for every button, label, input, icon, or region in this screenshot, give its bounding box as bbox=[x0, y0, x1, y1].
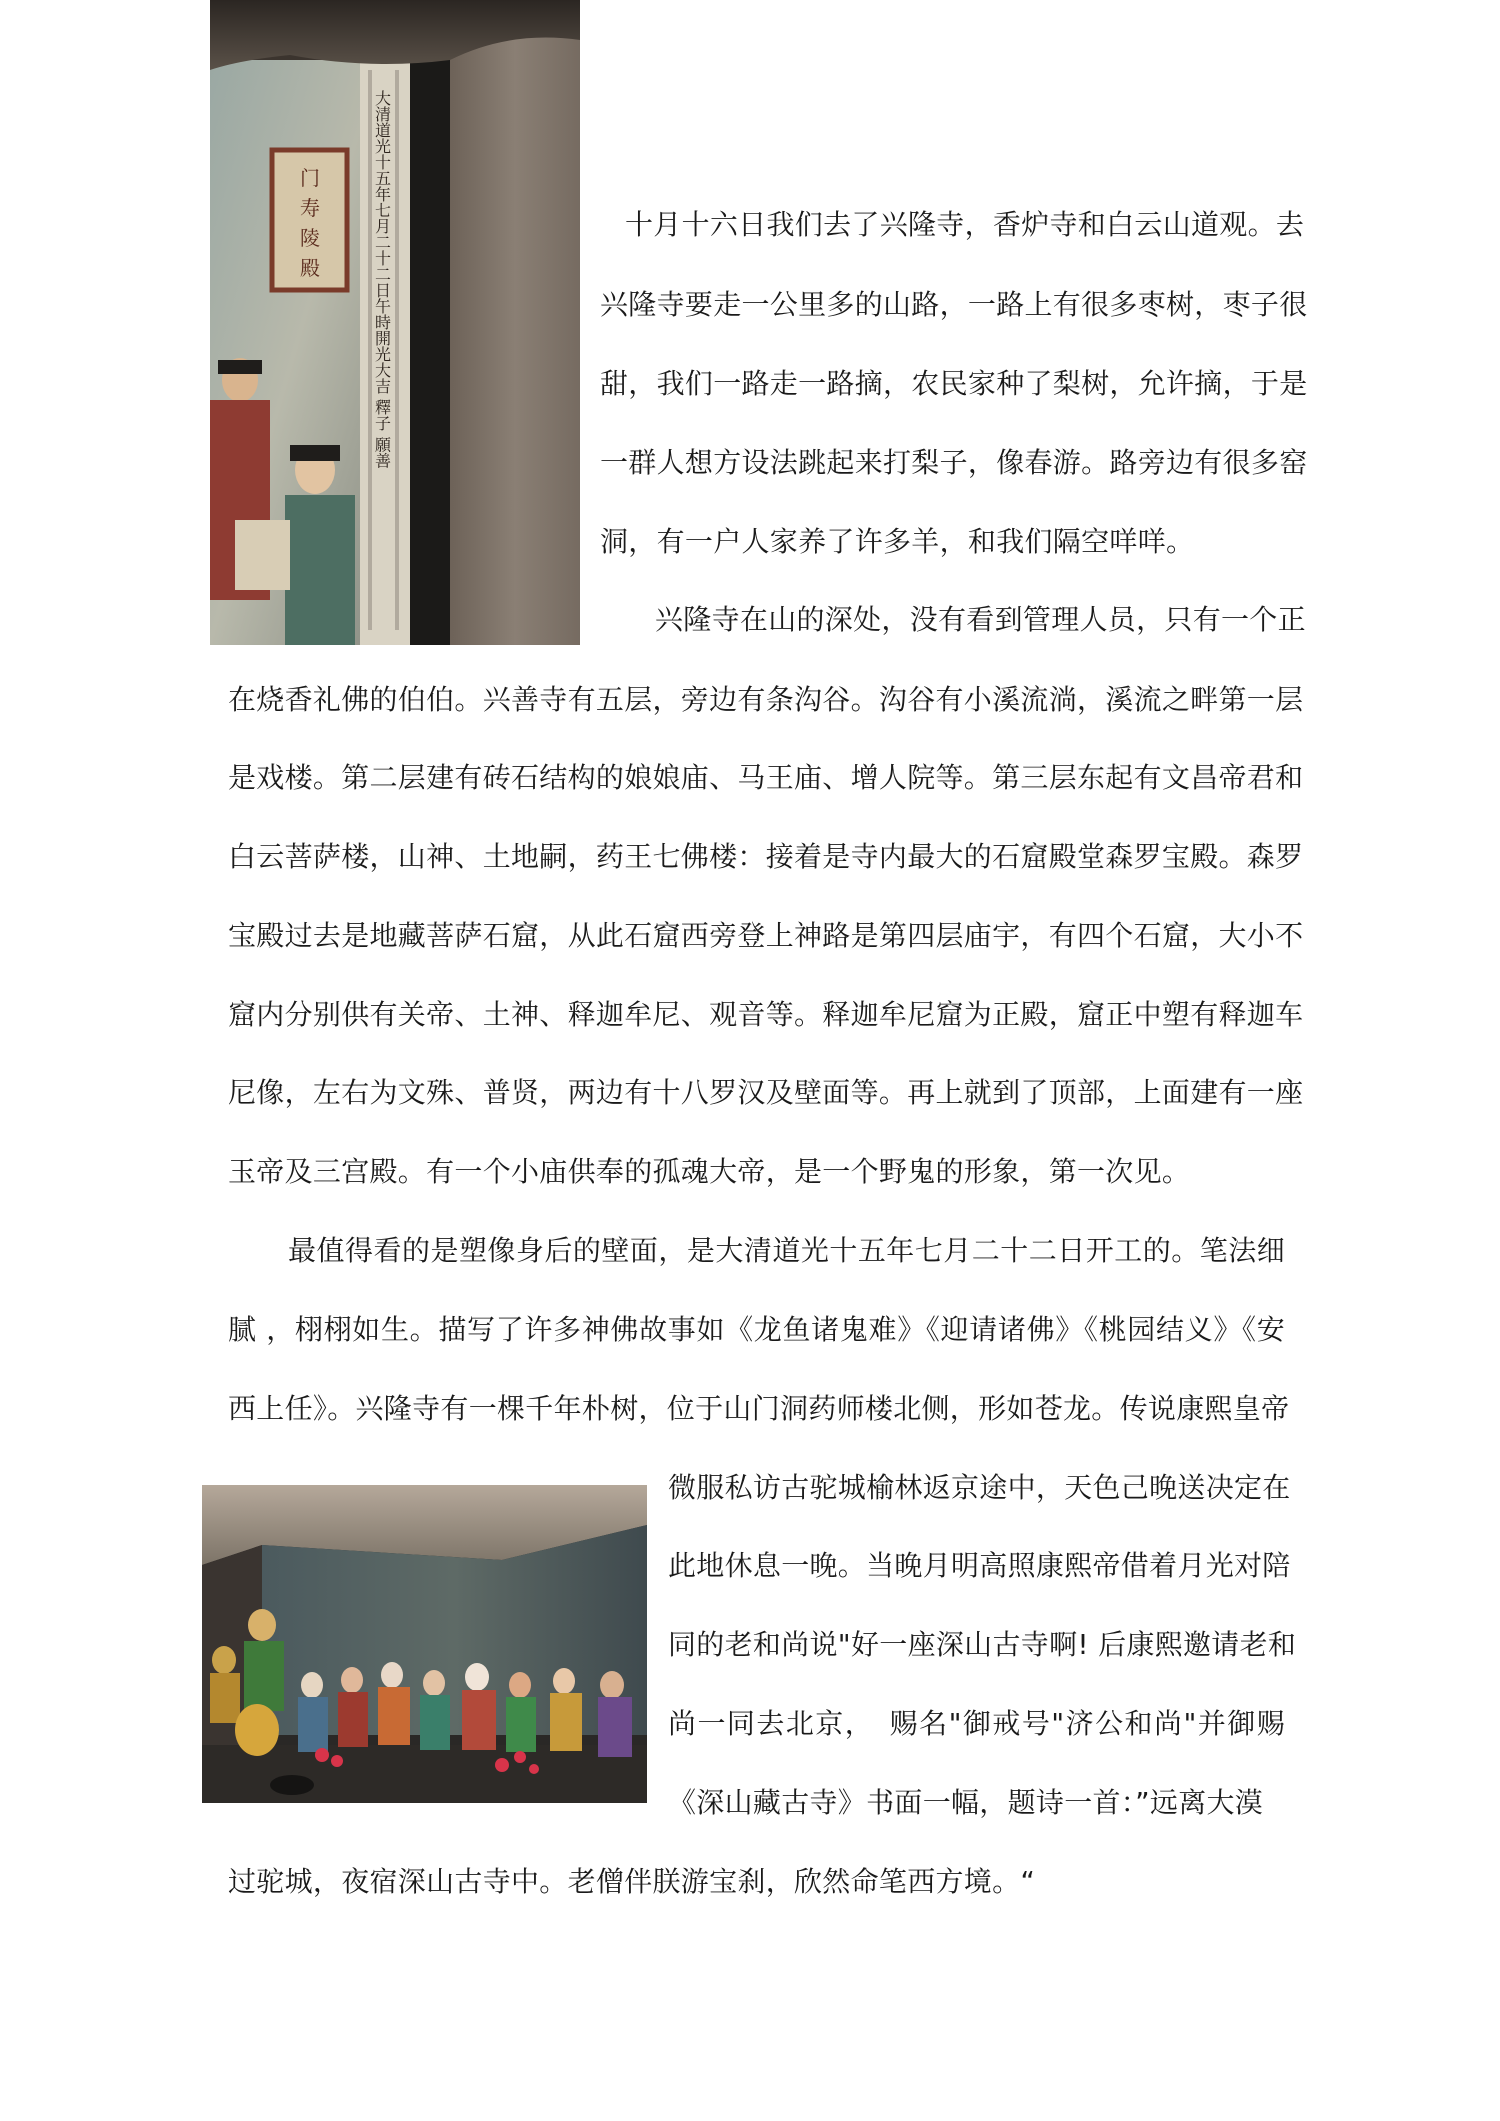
temple-mural-photo bbox=[210, 0, 580, 645]
text-line: 洞，有一户人家养了许多羊，和我们隔空咩咩。 bbox=[600, 525, 1195, 558]
text-line: 尚一同去北京， 赐名"御戒号"济公和尚"并御赐 bbox=[668, 1707, 1285, 1740]
text-line: 《深山藏古寺》书面一幅，题诗一首：”远离大漠 bbox=[668, 1786, 1264, 1819]
text-line: 一群人想方设法跳起来打梨子，像春游。路旁边有很多窑 bbox=[600, 446, 1308, 479]
text-line: 白云菩萨楼，山神、土地嗣，药王七佛楼：接着是寺内最大的石窟殿堂森罗宝殿。森罗 bbox=[228, 840, 1304, 873]
text-line: 在烧香礼佛的伯伯。兴善寺有五层，旁边有条沟谷。沟谷有小溪流淌，溪流之畔第一层 bbox=[228, 683, 1304, 716]
svg-text:陵: 陵 bbox=[300, 226, 320, 250]
text-line: 西上任》。兴隆寺有一棵千年朴树，位于山门洞药师楼北侧，形如苍龙。传说康熙皇帝 bbox=[228, 1392, 1290, 1425]
text-line: 过驼城，夜宿深山古寺中。老僧伴朕游宝刹，欣然命笔西方境。“ bbox=[228, 1865, 1036, 1898]
text-line: 最值得看的是塑像身后的壁面，是大清道光十五年七月二十二日开工的。笔法细 bbox=[288, 1234, 1285, 1267]
arhat-statues-photo-art bbox=[202, 1485, 647, 1803]
text-line: 尼像，左右为文殊、普贤，两边有十八罗汉及壁面等。再上就到了顶部，上面建有一座 bbox=[228, 1076, 1304, 1109]
arhat-statues-photo bbox=[202, 1485, 647, 1803]
temple-mural-photo-art bbox=[210, 0, 580, 645]
text-line: 十月十六日我们去了兴隆寺，香炉寺和白云山道观。去 bbox=[625, 208, 1305, 241]
text-line: 窟内分别供有关帝、土神、释迦牟尼、观音等。释迦牟尼窟为正殿，窟正中塑有释迦车 bbox=[228, 998, 1304, 1031]
svg-text:寿: 寿 bbox=[300, 196, 320, 220]
text-line: 兴隆寺在山的深处，没有看到管理人员，只有一个正 bbox=[655, 603, 1306, 636]
text-line: 甜，我们一路走一路摘，农民家种了梨树，允许摘，于是 bbox=[600, 367, 1308, 400]
svg-text:门: 门 bbox=[300, 166, 320, 190]
svg-text:殿: 殿 bbox=[300, 256, 320, 280]
text-line: 玉帝及三宫殿。有一个小庙供奉的孤魂大帝，是一个野鬼的形象，第一次见。 bbox=[228, 1155, 1191, 1188]
text-line: 微服私访古驼城榆林返京途中，天色己晚送决定在 bbox=[668, 1471, 1291, 1504]
text-line: 腻 ，栩栩如生。描写了许多神佛故事如《龙鱼诸鬼难》《迎请诸佛》《桃园结义》《安 bbox=[228, 1313, 1285, 1346]
text-line: 同的老和尚说"好一座深山古寺啊! 后康熙邀请老和 bbox=[668, 1628, 1297, 1661]
text-line: 是戏楼。第二层建有砖石结构的娘娘庙、马王庙、增人院等。第三层东起有文昌帝君和 bbox=[228, 761, 1304, 794]
text-line: 兴隆寺要走一公里多的山路，一路上有很多枣树，枣子很 bbox=[600, 288, 1308, 321]
text-line: 此地休息一晚。当晚月明高照康熙帝借着月光对陪 bbox=[668, 1549, 1291, 1582]
text-line: 宝殿过去是地藏菩萨石窟，从此石窟西旁登上神路是第四层庙宇，有四个石窟，大小不 bbox=[228, 919, 1304, 952]
mural-inscription: 大清道光十五年七月二十二日午時開光大吉 釋子 願善 bbox=[372, 90, 392, 469]
